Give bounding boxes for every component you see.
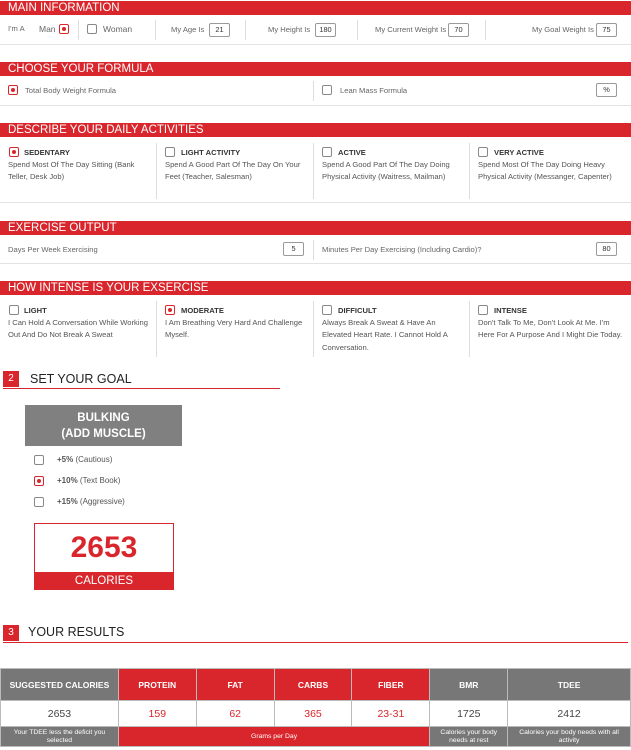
header-fiber: FIBER bbox=[352, 669, 430, 701]
active-title: ACTIVE bbox=[338, 148, 366, 157]
intensity-panel bbox=[0, 295, 631, 361]
value-bmr: 1725 bbox=[430, 701, 508, 727]
goal-section-title: SET YOUR GOAL bbox=[30, 372, 132, 386]
main-information-header: MAIN INFORMATION bbox=[0, 1, 631, 15]
value-tdee: 2412 bbox=[508, 701, 631, 727]
goal-section-number: 2 bbox=[3, 371, 19, 387]
header-protein: PROTEIN bbox=[118, 669, 196, 701]
sedentary-desc: Spend Most Of The Day Sitting (Bank Teller, Desk Job) bbox=[8, 160, 135, 182]
light-desc: I Can Hold A Conversation While Working Out And Do Not Break A Sweat bbox=[8, 318, 148, 340]
woman-radio[interactable] bbox=[87, 24, 97, 34]
body-fat-percent-input[interactable]: % bbox=[596, 83, 617, 97]
divider bbox=[313, 301, 314, 357]
activities-panel bbox=[0, 137, 631, 203]
very-active-desc: Spend Most Of The Day Doing Heavy Physical Activity (Messanger, Capenter) bbox=[478, 160, 612, 182]
value-protein: 159 bbox=[118, 701, 196, 727]
goal-weight-input[interactable]: 75 bbox=[596, 23, 617, 37]
age-label: My Age Is bbox=[171, 25, 205, 34]
results-section-number: 3 bbox=[3, 625, 19, 641]
current-weight-label: My Current Weight Is bbox=[375, 25, 447, 34]
header-tdee: TDEE bbox=[508, 669, 631, 701]
divider bbox=[469, 143, 470, 199]
difficult-desc: Always Break A Sweat & Have An Elevated Heart Rate. I Cannot Hold A Conversation. bbox=[322, 318, 448, 352]
goal-weight-label: My Goal Weight Is bbox=[532, 25, 594, 34]
bulking-title: BULKING bbox=[77, 412, 130, 424]
header-suggested-calories: SUGGESTED CALORIES bbox=[1, 669, 119, 701]
divider bbox=[469, 301, 470, 357]
formula-panel bbox=[0, 76, 631, 106]
divider bbox=[357, 20, 358, 40]
goal-textbook-label: +10% (Text Book) bbox=[57, 476, 121, 485]
moderate-desc: I Am Breathing Very Hard And Challenge Myself. bbox=[165, 318, 303, 340]
footer-bmr: Calories your body needs at rest bbox=[430, 727, 508, 747]
days-input[interactable]: 5 bbox=[283, 242, 304, 256]
calories-value: 2653 bbox=[70, 531, 138, 564]
value-suggested-calories: 2653 bbox=[1, 701, 119, 727]
intense-title: INTENSE bbox=[494, 306, 527, 315]
goal-cautious-label: +5% (Cautious) bbox=[57, 455, 113, 464]
woman-label: Woman bbox=[103, 24, 133, 34]
results-footer-row bbox=[1, 727, 631, 747]
exercise-panel bbox=[0, 235, 631, 264]
divider bbox=[313, 143, 314, 199]
goal-section-underline bbox=[3, 388, 280, 389]
bulking-subtitle: (ADD MUSCLE) bbox=[61, 428, 146, 440]
footer-suggested-calories: Your TDEE less the deficit you selected bbox=[1, 727, 119, 747]
light-activity-desc: Spend A Good Part Of The Day On Your Feet (Teacher, Salesman) bbox=[165, 160, 301, 182]
divider bbox=[156, 301, 157, 357]
bulking-tab[interactable] bbox=[25, 405, 182, 446]
results-section-underline bbox=[3, 642, 628, 643]
height-label: My Height Is bbox=[268, 25, 311, 34]
minutes-input[interactable]: 80 bbox=[596, 242, 617, 256]
sedentary-title: SEDENTARY bbox=[24, 148, 70, 157]
goal-aggressive-radio[interactable] bbox=[34, 497, 44, 507]
divider bbox=[313, 240, 314, 260]
main-information-panel bbox=[0, 15, 631, 45]
footer-grams-per-day: Grams per Day bbox=[118, 727, 429, 747]
value-carbs: 365 bbox=[274, 701, 352, 727]
active-desc: Spend A Good Part Of The Day Doing Physical Activity (Waitress, Mailman) bbox=[322, 160, 450, 182]
activities-header: DESCRIBE YOUR DAILY ACTIVITIES bbox=[0, 123, 631, 137]
light-title: LIGHT bbox=[24, 306, 47, 315]
value-fiber: 23-31 bbox=[352, 701, 430, 727]
header-fat: FAT bbox=[196, 669, 274, 701]
divider bbox=[245, 20, 246, 40]
moderate-radio[interactable] bbox=[165, 305, 175, 315]
results-section-title: YOUR RESULTS bbox=[28, 625, 125, 639]
light-radio[interactable] bbox=[9, 305, 19, 315]
exercise-header: EXERCISE OUTPUT bbox=[0, 221, 631, 235]
total-body-weight-label: Total Body Weight Formula bbox=[25, 86, 117, 95]
light-activity-radio[interactable] bbox=[165, 147, 175, 157]
calories-label: CALORIES bbox=[35, 572, 173, 590]
minutes-label: Minutes Per Day Exercising (Including Cardio)? bbox=[322, 245, 482, 254]
formula-header: CHOOSE YOUR FORMULA bbox=[0, 62, 631, 76]
header-carbs: CARBS bbox=[274, 669, 352, 701]
intense-radio[interactable] bbox=[478, 305, 488, 315]
intensity-header: HOW INTENSE IS YOUR EXSERCISE bbox=[0, 281, 631, 295]
value-fat: 62 bbox=[196, 701, 274, 727]
results-header-row bbox=[1, 669, 631, 701]
lean-mass-radio[interactable] bbox=[322, 85, 332, 95]
divider bbox=[313, 81, 314, 101]
light-activity-title: LIGHT ACTIVITY bbox=[181, 148, 241, 157]
intense-desc: Don't Talk To Me, Don't Look At Me. I'm Here For A Purpose And I Might Die Today. bbox=[478, 318, 623, 340]
days-label: Days Per Week Exercising bbox=[8, 245, 98, 254]
man-label: Man bbox=[39, 24, 56, 34]
moderate-title: MODERATE bbox=[181, 306, 224, 315]
goal-cautious-radio[interactable] bbox=[34, 455, 44, 465]
goal-aggressive-label: +15% (Aggressive) bbox=[57, 497, 125, 506]
goal-textbook-radio[interactable] bbox=[34, 476, 44, 486]
difficult-radio[interactable] bbox=[322, 305, 332, 315]
im-a-label: I'm A bbox=[8, 24, 25, 33]
lean-mass-label: Lean Mass Formula bbox=[340, 86, 408, 95]
results-table bbox=[0, 668, 631, 747]
results-value-row bbox=[1, 701, 631, 727]
difficult-title: DIFFICULT bbox=[338, 306, 377, 315]
very-active-title: VERY ACTIVE bbox=[494, 148, 544, 157]
sedentary-radio[interactable] bbox=[9, 147, 19, 157]
current-weight-input[interactable]: 70 bbox=[448, 23, 469, 37]
height-input[interactable]: 180 bbox=[315, 23, 336, 37]
age-input[interactable]: 21 bbox=[209, 23, 230, 37]
divider bbox=[485, 20, 486, 40]
header-bmr: BMR bbox=[430, 669, 508, 701]
footer-tdee: Calories your body needs with all activity bbox=[508, 727, 631, 747]
divider bbox=[78, 20, 79, 40]
active-radio[interactable] bbox=[322, 147, 332, 157]
divider bbox=[156, 143, 157, 199]
man-radio[interactable] bbox=[59, 24, 69, 34]
calories-box bbox=[34, 523, 174, 590]
total-body-weight-radio[interactable] bbox=[8, 85, 18, 95]
very-active-radio[interactable] bbox=[478, 147, 488, 157]
divider bbox=[155, 20, 156, 40]
